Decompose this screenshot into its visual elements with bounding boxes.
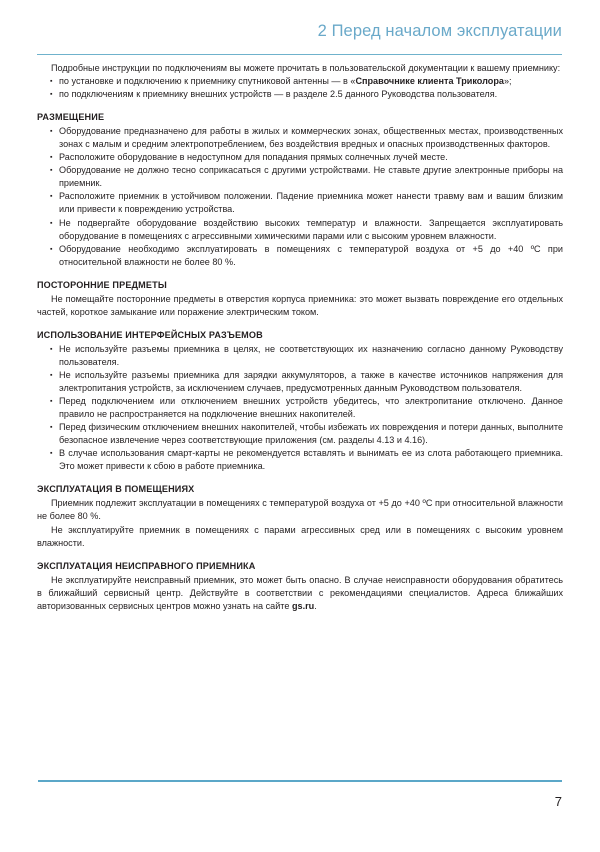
bullet-icon: ▪ xyxy=(50,424,53,432)
list-item-text: Расположите оборудование в недоступном для попадания прямых солнечных лучей месте. xyxy=(59,152,448,163)
faulty-receiver-text-before: Не эксплуатируйте неисправный приемник, это может быть опасно. В случае неисправности оборудования обратитесь в ближайший сервисный центр. Действуйте в соответствии с рекомендациями специалистов. Адреса ближайших авторизованных сервисных центров можно узнать на сайте xyxy=(37,574,563,611)
indoor-operation-paragraph-1: Приемник подлежит эксплуатации в помещениях с температурой воздуха от +5 до +40 ºC при относительной влажности не более 80 %. xyxy=(37,498,563,522)
list-item-text: Не подвергайте оборудование воздействию высоких температур и влажности. Запрещается эксплуатировать оборудование в помещениях с агрессивными химическими парами или с высоким уровнем влажности. xyxy=(59,217,563,241)
bullet-icon: ▪ xyxy=(50,193,53,201)
list-item xyxy=(37,343,563,369)
list-item-text: Расположите приемник в устойчивом положении. Падение приемника может нанести травму вам и вашим близким или привести к повреждению устройства. xyxy=(59,191,563,215)
list-item xyxy=(37,243,563,269)
list-item xyxy=(37,75,563,88)
list-item xyxy=(37,217,563,243)
intro-paragraph: Подробные инструкции по подключениям вы можете прочитать в пользовательской документации к вашему приемнику: xyxy=(51,63,561,73)
section-heading-placement: РАЗМЕЩЕНИЕ xyxy=(37,112,105,123)
list-item xyxy=(37,190,563,216)
list-item xyxy=(37,125,563,151)
bullet-icon: ▪ xyxy=(50,219,53,227)
section-heading-foreign-objects: ПОСТОРОННИЕ ПРЕДМЕТЫ xyxy=(37,279,167,290)
section-heading-interface-connectors: ИСПОЛЬЗОВАНИЕ ИНТЕРФЕЙСНЫХ РАЗЪЕМОВ xyxy=(37,329,263,340)
interface-connectors-bullet-list xyxy=(37,343,563,473)
chapter-title: 2 Перед началом эксплуатации xyxy=(317,22,562,40)
list-item-text: Перед подключением или отключением внешних устройств убедитесь, что электропитание отключено. Данное правило не распространяется на подключение внешних накопителей. xyxy=(59,396,563,420)
list-item-text: Не используйте разъемы приемника в целях, не соответствующих их назначению согласно данному Руководству пользователя. xyxy=(59,343,563,367)
bullet-icon: ▪ xyxy=(50,154,53,162)
bullet-icon: ▪ xyxy=(50,450,53,458)
list-item-text: В случае использования смарт-карты не рекомендуется вставлять и вынимать ее из слота работающего приемника. Это может привести к сбою в работе приемника. xyxy=(59,448,563,472)
intro-bullet-list xyxy=(37,75,563,101)
bullet-icon: ▪ xyxy=(50,371,53,379)
list-item-text: Оборудование не должно тесно соприкасаться с другими устройствами. Не ставьте другие электронные приборы на приемник. xyxy=(59,165,563,189)
bullet-icon: ▪ xyxy=(50,128,53,136)
list-item xyxy=(37,447,563,473)
bullet-icon: ▪ xyxy=(50,245,53,253)
page-number: 7 xyxy=(554,794,562,809)
bullet-icon: ▪ xyxy=(50,91,53,99)
list-item xyxy=(37,88,563,101)
list-item xyxy=(37,151,563,164)
list-item-text: Не используйте разъемы приемника для зарядки аккумуляторов, а также в качестве источников напряжения для электропитания устройств, за исключением случаев, предусмотренных данным Руководством пользователя. xyxy=(59,369,563,394)
website-reference: gs.ru xyxy=(291,600,315,611)
bullet-icon: ▪ xyxy=(50,167,53,175)
bullet-icon: ▪ xyxy=(50,345,53,353)
list-item xyxy=(37,395,563,421)
faulty-receiver-text-after: . xyxy=(314,600,317,611)
list-item-text: Оборудование предназначено для работы в жилых и коммерческих зонах, общественных местах, производственных зонах с малым и средним электропотреблением, без воздействия вредных и опасных производственных факторов. xyxy=(59,126,563,150)
list-item-text: по подключениям к приемнику внешних устройств — в разделе 2.5 данного Руководства пользователя. xyxy=(59,89,498,100)
placement-bullet-list xyxy=(37,125,563,269)
section-heading-faulty-receiver: ЭКСПЛУАТАЦИЯ НЕИСПРАВНОГО ПРИЕМНИКА xyxy=(37,560,256,571)
bullet-icon: ▪ xyxy=(50,78,53,86)
list-item xyxy=(37,164,563,190)
page-content xyxy=(37,62,563,613)
list-item-text: Оборудование необходимо эксплуатировать в помещениях с температурой воздуха от +5 до +40 ºC при относительной влажности не более 80 %. xyxy=(59,243,563,267)
list-item xyxy=(37,421,563,447)
list-item xyxy=(37,369,563,395)
indoor-operation-paragraph-2: Не эксплуатируйте приемник в помещениях с парами агрессивных сред или в помещениях с высоким уровнем влажности. xyxy=(37,524,563,548)
list-item-text-bold: Справочнике клиента Триколора xyxy=(355,76,504,87)
list-item-text: Перед физическим отключением внешних накопителей, чтобы избежать их повреждения и потери данных, выполните безопасное извлечение через соответствующие приложения (см. разделы 4.13 и 4.16). xyxy=(59,422,563,446)
foreign-objects-paragraph: Не помещайте посторонние предметы в отверстия корпуса приемника: это может вызвать повреждение его отдельных частей, короткое замыкание или поражение электрическим током. xyxy=(37,293,563,317)
list-item-text-after: »; xyxy=(503,76,512,87)
section-heading-indoor-operation: ЭКСПЛУАТАЦИЯ В ПОМЕЩЕНИЯХ xyxy=(37,484,195,495)
bullet-icon: ▪ xyxy=(50,398,53,406)
footer-divider xyxy=(38,780,562,782)
list-item-text-before: по установке и подключению к приемнику спутниковой антенны — в « xyxy=(59,76,356,87)
page-header xyxy=(38,22,562,41)
faulty-receiver-paragraph xyxy=(37,574,563,613)
header-divider xyxy=(37,54,562,55)
